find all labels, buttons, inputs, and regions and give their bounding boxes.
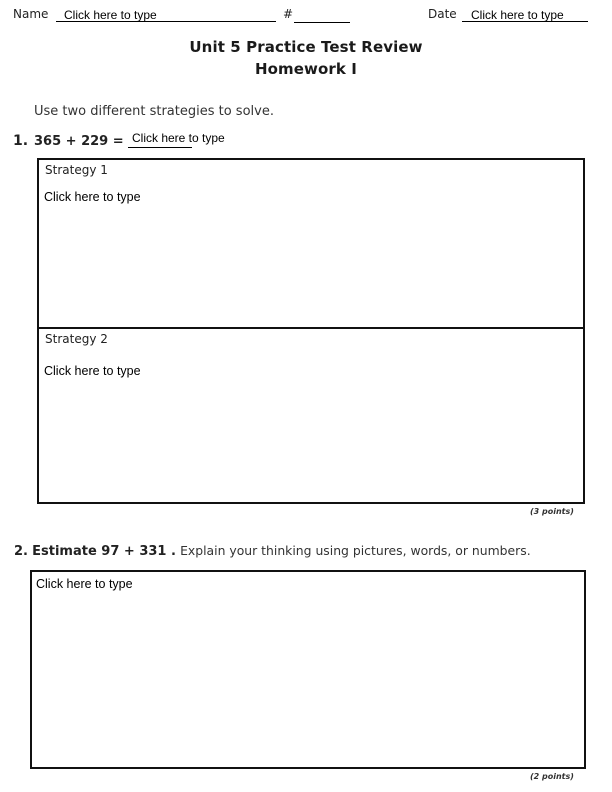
question1-points: (3 points) bbox=[530, 507, 574, 516]
date-label: Date bbox=[428, 7, 457, 21]
strategy1-label: Strategy 1 bbox=[45, 163, 108, 177]
instructions: Use two different strategies to solve. bbox=[34, 104, 274, 119]
question2-answer-field[interactable]: Click here to type bbox=[36, 577, 133, 591]
number-label: # bbox=[283, 7, 294, 21]
question2-prompt-rest: Explain your thinking using pictures, words, or numbers. bbox=[180, 543, 531, 558]
number-field[interactable] bbox=[294, 8, 350, 23]
question1-number: 1. bbox=[13, 133, 29, 149]
page-subtitle: Homework I bbox=[254, 60, 357, 78]
question2-points: (2 points) bbox=[530, 772, 574, 781]
question1-answer-underline bbox=[128, 147, 192, 148]
question2-prompt-bold: Estimate 97 + 331 . bbox=[32, 544, 176, 559]
strategy2-field[interactable]: Click here to type bbox=[44, 364, 141, 378]
name-label: Name bbox=[13, 7, 49, 21]
name-field[interactable]: Click here to type bbox=[56, 8, 276, 22]
question2-number: 2. bbox=[14, 544, 28, 559]
strategy2-label: Strategy 2 bbox=[45, 332, 108, 346]
strategy1-field[interactable]: Click here to type bbox=[44, 190, 141, 204]
question2-prompt bbox=[14, 543, 531, 559]
page-title: Unit 5 Practice Test Review bbox=[189, 38, 423, 56]
date-field[interactable]: Click here to type bbox=[462, 8, 588, 22]
question1-answer-field[interactable]: Click here to type bbox=[132, 131, 225, 145]
question1-expression: 365 + 229 = bbox=[34, 134, 124, 149]
question2-answer-box[interactable] bbox=[30, 570, 586, 769]
strategy2-box[interactable] bbox=[37, 327, 585, 504]
strategy1-box[interactable] bbox=[37, 158, 585, 329]
